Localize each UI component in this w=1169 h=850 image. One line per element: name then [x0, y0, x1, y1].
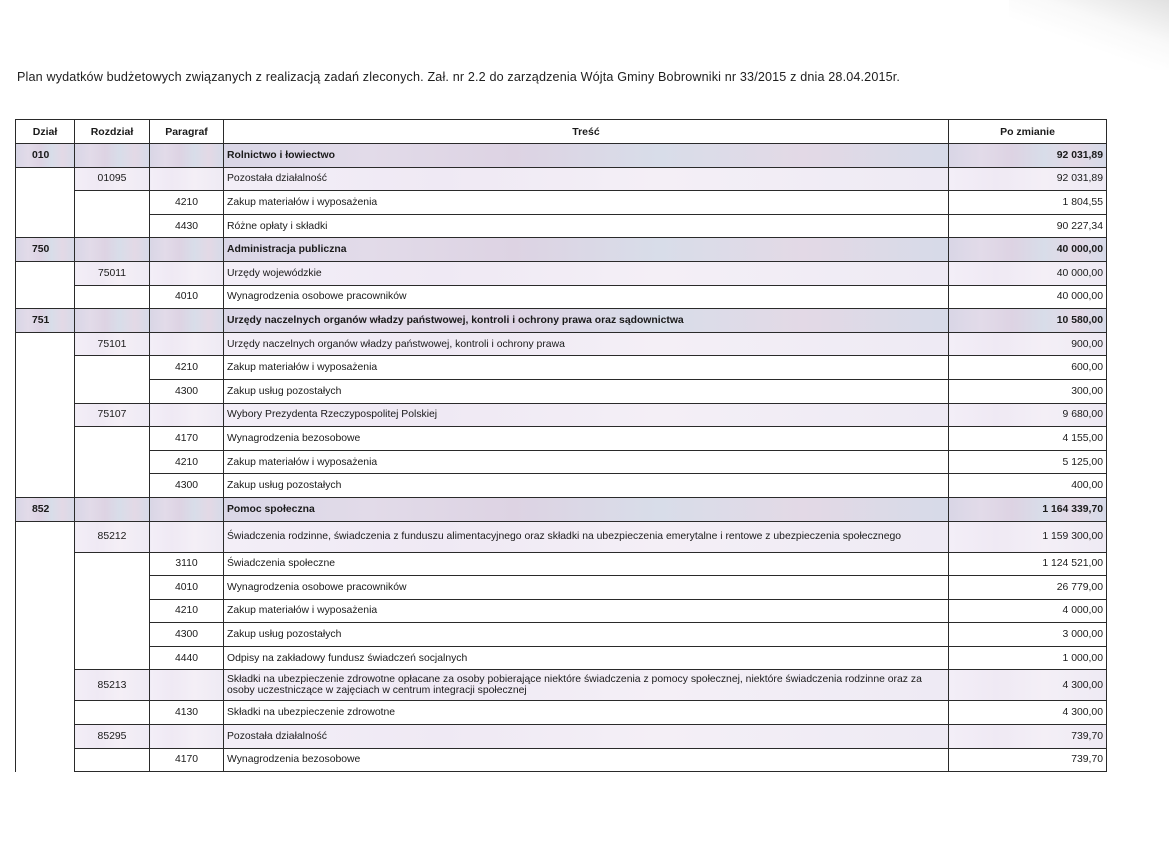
cell-rozdzial	[75, 191, 150, 215]
cell-tresc: Składki na ubezpieczenie zdrowotne opłacane za osoby pobierające niektóre świadczenia z pomocy społecznej, niektóre świadczenia rodzinne oraz za osoby uczestniczące w zajęciach w centrum integracji społecznej	[224, 670, 949, 701]
cell-paragraf	[150, 521, 224, 552]
table-row-paragraf	[16, 552, 1107, 576]
cell-kwota: 3 000,00	[949, 623, 1107, 647]
cell-dzial: 852	[16, 497, 75, 521]
cell-rozdzial: 75107	[75, 403, 150, 427]
cell-tresc: Administracja publiczna	[224, 238, 949, 262]
cell-kwota: 10 580,00	[949, 309, 1107, 333]
cell-rozdzial: 85295	[75, 725, 150, 749]
cell-kwota: 4 300,00	[949, 670, 1107, 701]
cell-kwota: 26 779,00	[949, 576, 1107, 600]
budget-table	[15, 119, 1107, 772]
cell-rozdzial: 01095	[75, 167, 150, 191]
cell-paragraf: 4010	[150, 285, 224, 309]
cell-tresc: Odpisy na zakładowy fundusz świadczeń socjalnych	[224, 646, 949, 670]
cell-tresc: Wynagrodzenia osobowe pracowników	[224, 285, 949, 309]
cell-tresc: Urzędy wojewódzkie	[224, 261, 949, 285]
cell-dzial	[16, 646, 75, 670]
cell-paragraf: 4440	[150, 646, 224, 670]
table-row-dzial	[16, 238, 1107, 262]
table-row-dzial	[16, 497, 1107, 521]
cell-dzial	[16, 379, 75, 403]
cell-kwota: 400,00	[949, 474, 1107, 498]
cell-paragraf	[150, 144, 224, 168]
cell-tresc: Pozostała działalność	[224, 167, 949, 191]
cell-paragraf	[150, 670, 224, 701]
cell-dzial: 010	[16, 144, 75, 168]
cell-kwota: 40 000,00	[949, 285, 1107, 309]
table-row-paragraf	[16, 427, 1107, 451]
cell-kwota: 9 680,00	[949, 403, 1107, 427]
cell-kwota: 4 155,00	[949, 427, 1107, 451]
cell-kwota: 92 031,89	[949, 144, 1107, 168]
cell-paragraf	[150, 261, 224, 285]
cell-kwota: 4 300,00	[949, 701, 1107, 725]
cell-dzial	[16, 191, 75, 215]
cell-paragraf: 4300	[150, 623, 224, 647]
cell-tresc: Zakup materiałów i wyposażenia	[224, 356, 949, 380]
cell-dzial	[16, 427, 75, 451]
cell-rozdzial	[75, 623, 150, 647]
cell-tresc: Zakup usług pozostałych	[224, 379, 949, 403]
header-dzial: Dział	[16, 120, 75, 144]
cell-tresc: Pomoc społeczna	[224, 497, 949, 521]
cell-paragraf: 4300	[150, 474, 224, 498]
cell-kwota: 1 124 521,00	[949, 552, 1107, 576]
cell-rozdzial	[75, 701, 150, 725]
table-body	[16, 144, 1107, 772]
cell-paragraf	[150, 403, 224, 427]
cell-rozdzial: 75101	[75, 332, 150, 356]
table-row-rozdzial	[16, 725, 1107, 749]
cell-dzial	[16, 285, 75, 309]
cell-rozdzial	[75, 450, 150, 474]
cell-paragraf: 3110	[150, 552, 224, 576]
cell-dzial: 751	[16, 309, 75, 333]
cell-paragraf: 4300	[150, 379, 224, 403]
cell-tresc: Składki na ubezpieczenie zdrowotne	[224, 701, 949, 725]
cell-tresc: Zakup materiałów i wyposażenia	[224, 191, 949, 215]
cell-tresc: Zakup materiałów i wyposażenia	[224, 450, 949, 474]
cell-tresc: Świadczenia społeczne	[224, 552, 949, 576]
cell-rozdzial	[75, 748, 150, 772]
cell-dzial	[16, 748, 75, 772]
document-title: Plan wydatków budżetowych związanych z realizacją zadań zleconych. Zał. nr 2.2 do zarządzenia Wójta Gminy Bobrowniki nr 33/2015 z dnia 28.04.2015r.	[17, 70, 901, 84]
cell-tresc: Wybory Prezydenta Rzeczypospolitej Polskiej	[224, 403, 949, 427]
cell-paragraf	[150, 309, 224, 333]
table-row-rozdzial	[16, 670, 1107, 701]
cell-paragraf	[150, 167, 224, 191]
cell-rozdzial: 85213	[75, 670, 150, 701]
cell-paragraf	[150, 332, 224, 356]
cell-dzial	[16, 701, 75, 725]
table-row-rozdzial	[16, 167, 1107, 191]
table-row-rozdzial	[16, 403, 1107, 427]
cell-rozdzial	[75, 599, 150, 623]
table-row-rozdzial	[16, 521, 1107, 552]
table-row-paragraf	[16, 214, 1107, 238]
cell-kwota: 1 804,55	[949, 191, 1107, 215]
cell-rozdzial	[75, 646, 150, 670]
cell-tresc: Urzędy naczelnych organów władzy państwowej, kontroli i ochrony prawa	[224, 332, 949, 356]
cell-dzial	[16, 599, 75, 623]
cell-tresc: Pozostała działalność	[224, 725, 949, 749]
cell-paragraf	[150, 238, 224, 262]
cell-dzial	[16, 474, 75, 498]
scan-shadow-corner	[1009, 0, 1169, 70]
cell-rozdzial	[75, 552, 150, 576]
cell-paragraf: 4210	[150, 191, 224, 215]
cell-kwota: 4 000,00	[949, 599, 1107, 623]
table-header	[16, 120, 1107, 144]
cell-kwota: 739,70	[949, 748, 1107, 772]
cell-kwota: 5 125,00	[949, 450, 1107, 474]
cell-rozdzial	[75, 214, 150, 238]
table-row-paragraf	[16, 285, 1107, 309]
table-row-paragraf	[16, 191, 1107, 215]
cell-dzial	[16, 670, 75, 701]
table-row-dzial	[16, 309, 1107, 333]
cell-dzial	[16, 261, 75, 285]
cell-rozdzial	[75, 356, 150, 380]
cell-rozdzial	[75, 309, 150, 333]
table-row-rozdzial	[16, 332, 1107, 356]
table-row-paragraf	[16, 701, 1107, 725]
table-row-paragraf	[16, 748, 1107, 772]
table-row-paragraf	[16, 450, 1107, 474]
cell-dzial	[16, 332, 75, 356]
cell-paragraf: 4130	[150, 701, 224, 725]
cell-paragraf: 4170	[150, 427, 224, 451]
cell-dzial	[16, 214, 75, 238]
table-row-rozdzial	[16, 261, 1107, 285]
cell-tresc: Różne opłaty i składki	[224, 214, 949, 238]
cell-rozdzial	[75, 379, 150, 403]
cell-rozdzial: 75011	[75, 261, 150, 285]
cell-paragraf: 4210	[150, 599, 224, 623]
cell-kwota: 739,70	[949, 725, 1107, 749]
cell-kwota: 1 000,00	[949, 646, 1107, 670]
table-row-dzial	[16, 144, 1107, 168]
cell-rozdzial	[75, 285, 150, 309]
cell-tresc: Wynagrodzenia bezosobowe	[224, 748, 949, 772]
table-row-paragraf	[16, 623, 1107, 647]
cell-tresc: Zakup usług pozostałych	[224, 623, 949, 647]
header-row	[16, 120, 1107, 144]
cell-dzial	[16, 521, 75, 552]
cell-kwota: 90 227,34	[949, 214, 1107, 238]
cell-tresc: Wynagrodzenia bezosobowe	[224, 427, 949, 451]
cell-kwota: 1 164 339,70	[949, 497, 1107, 521]
cell-dzial	[16, 167, 75, 191]
cell-paragraf	[150, 497, 224, 521]
header-paragraf: Paragraf	[150, 120, 224, 144]
cell-dzial	[16, 552, 75, 576]
cell-rozdzial: 85212	[75, 521, 150, 552]
cell-kwota: 900,00	[949, 332, 1107, 356]
cell-tresc: Świadczenia rodzinne, świadczenia z funduszu alimentacyjnego oraz składki na ubezpieczenia emerytalne i rentowe z ubezpieczenia społecznego	[224, 521, 949, 552]
cell-rozdzial	[75, 497, 150, 521]
cell-tresc: Zakup usług pozostałych	[224, 474, 949, 498]
cell-dzial	[16, 450, 75, 474]
header-tresc: Treść	[224, 120, 949, 144]
cell-rozdzial	[75, 144, 150, 168]
cell-kwota: 600,00	[949, 356, 1107, 380]
cell-rozdzial	[75, 238, 150, 262]
cell-paragraf	[150, 725, 224, 749]
cell-tresc: Zakup materiałów i wyposażenia	[224, 599, 949, 623]
cell-rozdzial	[75, 474, 150, 498]
cell-tresc: Wynagrodzenia osobowe pracowników	[224, 576, 949, 600]
table-row-paragraf	[16, 356, 1107, 380]
cell-dzial	[16, 403, 75, 427]
header-rozdzial: Rozdział	[75, 120, 150, 144]
cell-tresc: Rolnictwo i łowiectwo	[224, 144, 949, 168]
cell-dzial: 750	[16, 238, 75, 262]
cell-paragraf: 4170	[150, 748, 224, 772]
cell-kwota: 92 031,89	[949, 167, 1107, 191]
cell-dzial	[16, 725, 75, 749]
cell-rozdzial	[75, 576, 150, 600]
cell-tresc: Urzędy naczelnych organów władzy państwowej, kontroli i ochrony prawa oraz sądownictwa	[224, 309, 949, 333]
cell-kwota: 300,00	[949, 379, 1107, 403]
cell-kwota: 40 000,00	[949, 261, 1107, 285]
table-row-paragraf	[16, 646, 1107, 670]
cell-rozdzial	[75, 427, 150, 451]
table-row-paragraf	[16, 379, 1107, 403]
cell-kwota: 1 159 300,00	[949, 521, 1107, 552]
cell-paragraf: 4010	[150, 576, 224, 600]
table-row-paragraf	[16, 474, 1107, 498]
header-po-zmianie: Po zmianie	[949, 120, 1107, 144]
cell-kwota: 40 000,00	[949, 238, 1107, 262]
cell-paragraf: 4210	[150, 450, 224, 474]
cell-dzial	[16, 356, 75, 380]
cell-dzial	[16, 576, 75, 600]
cell-paragraf: 4210	[150, 356, 224, 380]
cell-paragraf: 4430	[150, 214, 224, 238]
table-row-paragraf	[16, 599, 1107, 623]
cell-dzial	[16, 623, 75, 647]
table-row-paragraf	[16, 576, 1107, 600]
